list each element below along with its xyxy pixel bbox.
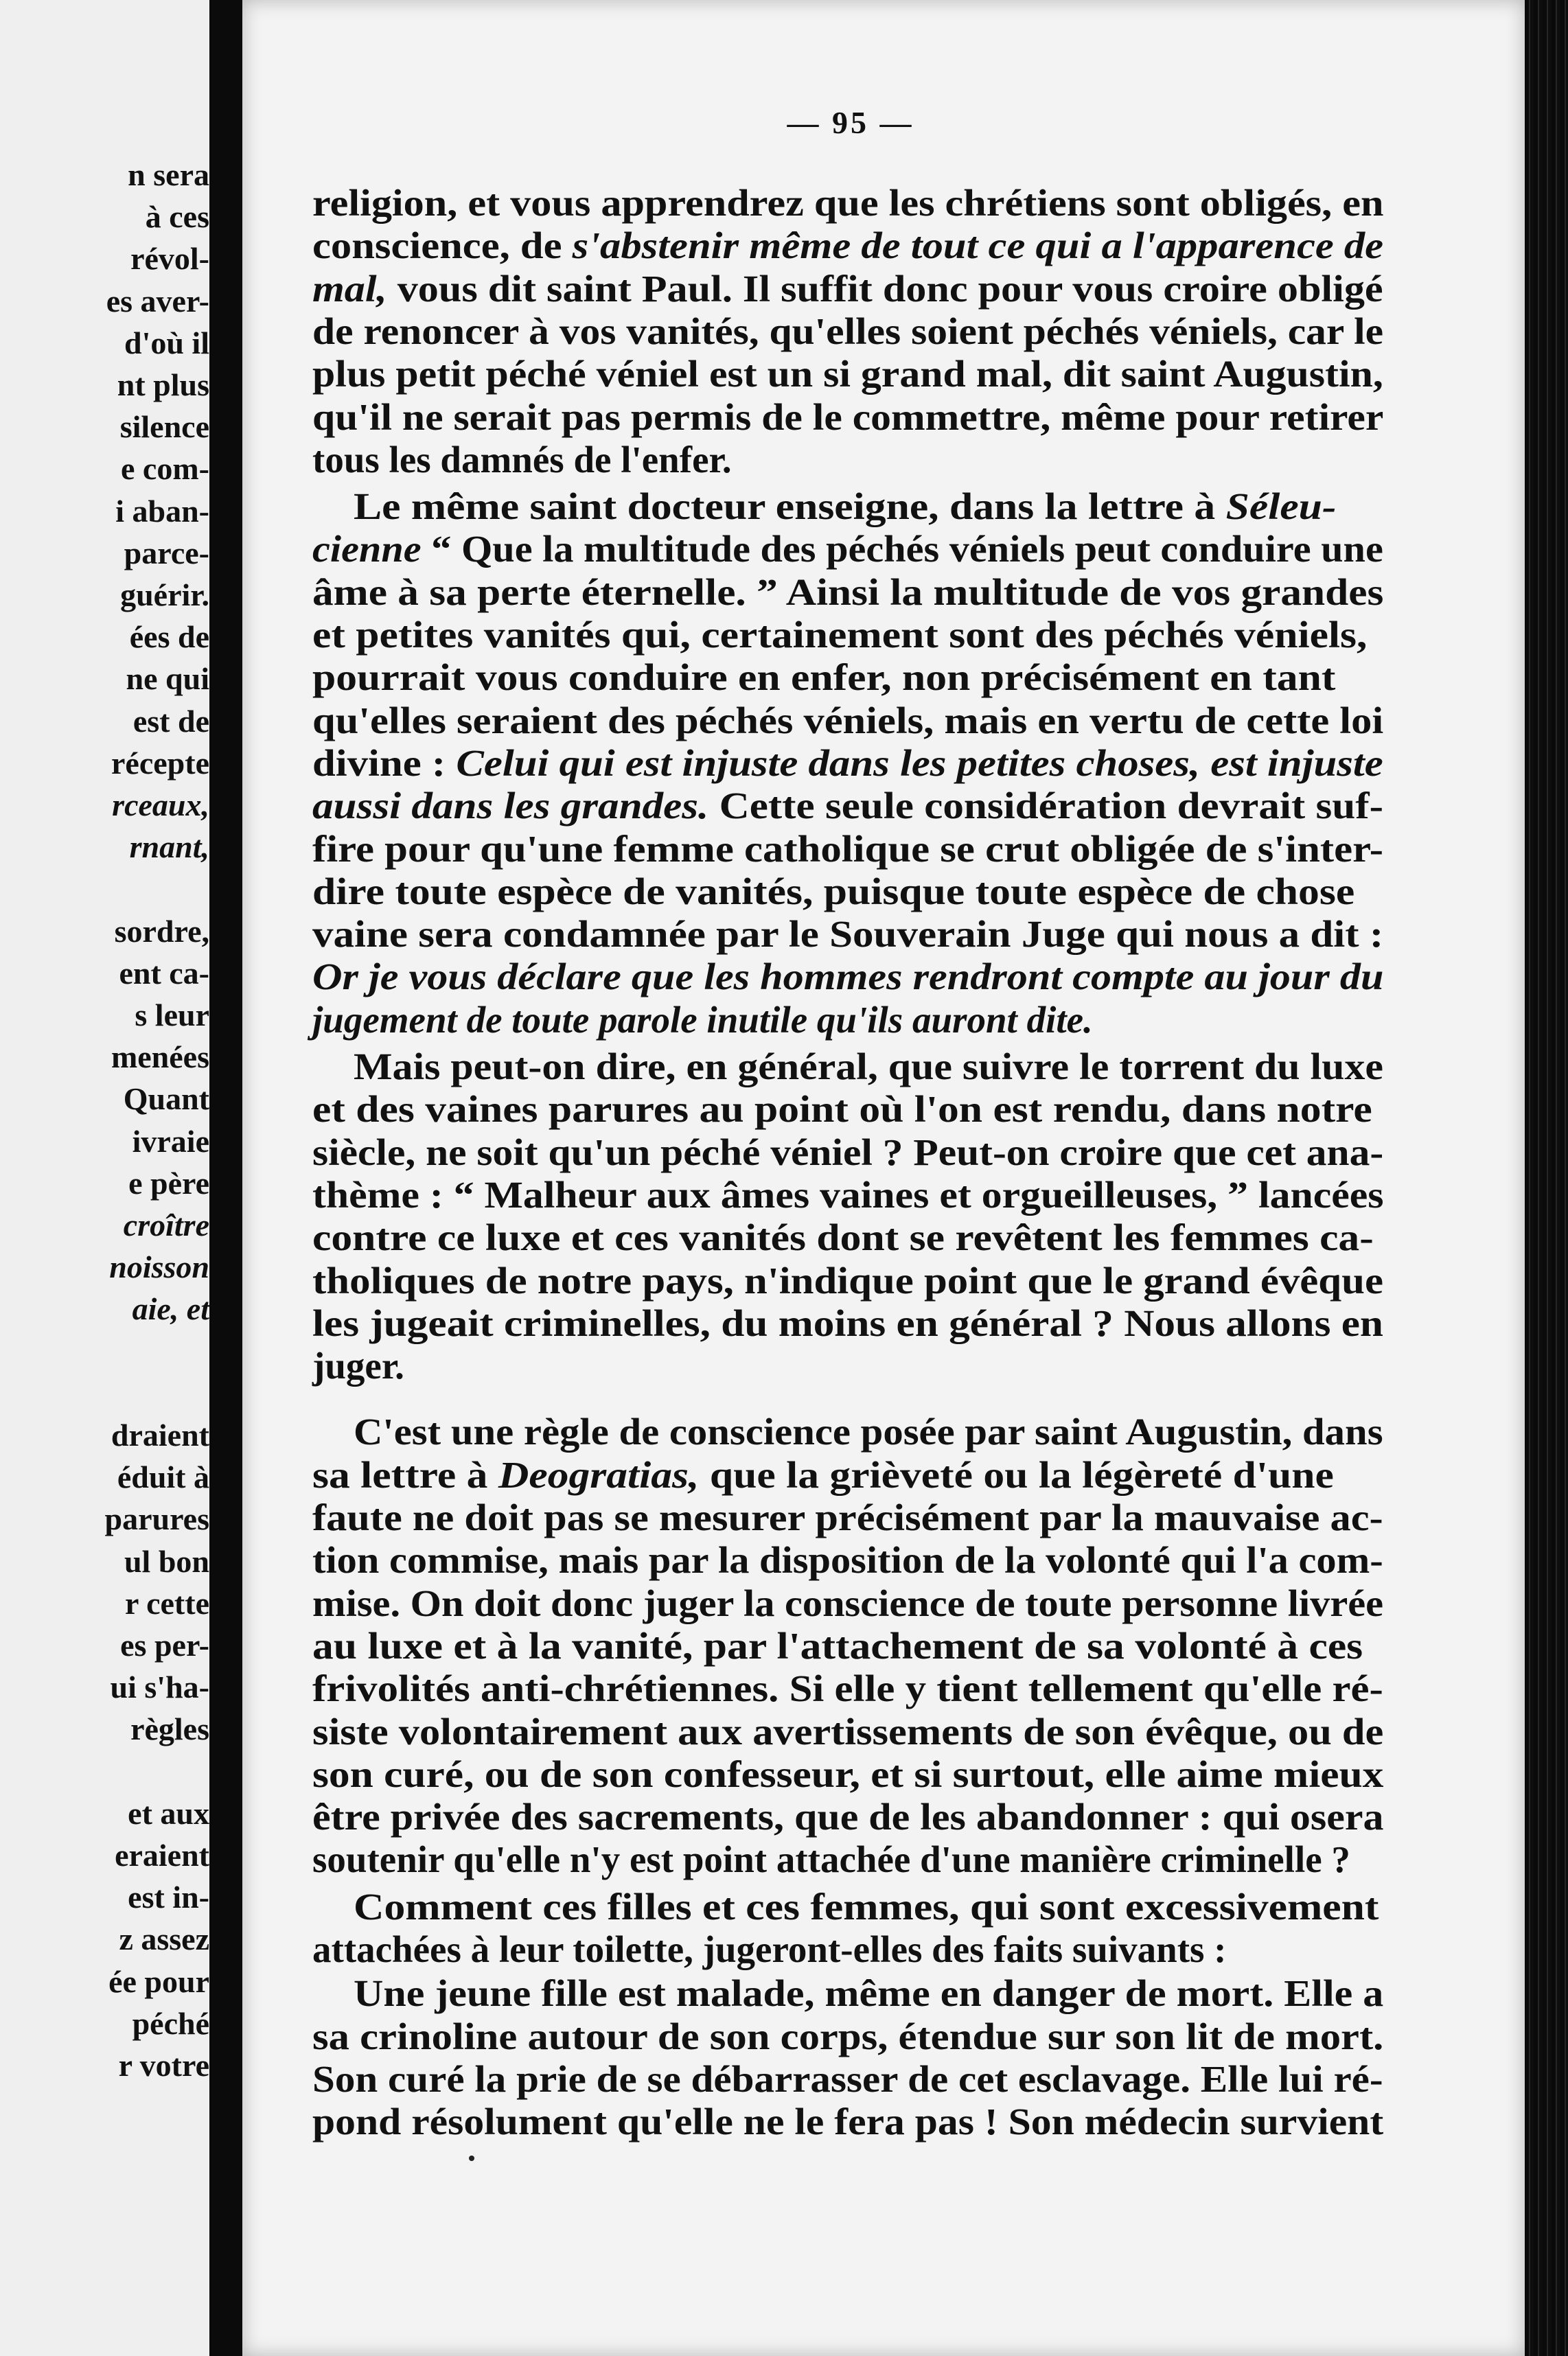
text-run: sa crinoline autour de son corps, étendue sur son lit de mort. bbox=[312, 2015, 1384, 2057]
text-run: conscience, de bbox=[312, 224, 573, 267]
text-line bbox=[354, 485, 1336, 528]
italic-text: jugement de toute parole inutile qu'ils auront dite. bbox=[312, 998, 1093, 1041]
left-page-line: ul bon bbox=[124, 1543, 209, 1579]
text-line bbox=[354, 1046, 1383, 1088]
left-page-line: s leur bbox=[135, 997, 209, 1032]
text-line bbox=[312, 1454, 1334, 1497]
text-line bbox=[354, 1972, 1383, 2015]
text-run: Le même saint docteur enseigne, dans la lettre à bbox=[354, 485, 1226, 528]
text-line bbox=[312, 1582, 1383, 1625]
ink-speck bbox=[469, 2156, 474, 2161]
text-line bbox=[312, 1088, 1372, 1131]
left-page-line: eraient bbox=[115, 1838, 209, 1873]
italic-text: Celui qui est injuste dans les petites choses, est injuste bbox=[456, 741, 1383, 784]
left-page-line: es aver- bbox=[106, 283, 209, 319]
text-run: soutenir qu'elle n'y est point attachée d'une manière criminelle ? bbox=[312, 1838, 1350, 1881]
text-run: vaine sera condamnée par le Souverain Juge qui nous a dit : bbox=[312, 913, 1384, 956]
text-line bbox=[312, 656, 1335, 699]
text-run: les jugeait criminelles, du moins en général ? Nous allons en bbox=[312, 1302, 1383, 1344]
text-line bbox=[312, 1838, 1350, 1881]
text-run: plus petit péché véniel est un si grand mal, dit saint Augustin, bbox=[312, 353, 1383, 395]
text-line bbox=[312, 870, 1354, 913]
text-run: être privée des sacrements, que de les abandonner : qui osera bbox=[312, 1796, 1384, 1838]
text-line bbox=[312, 742, 1383, 785]
text-line bbox=[312, 353, 1383, 395]
italic-text: s'abstenir même de tout ce qui a l'apparence de bbox=[572, 224, 1384, 267]
left-page-line: z assez bbox=[119, 1921, 209, 1957]
left-page-line: es per- bbox=[120, 1628, 209, 1663]
text-run: qu'il ne serait pas permis de le commettre, même pour retirer bbox=[312, 395, 1384, 438]
text-line bbox=[312, 614, 1367, 656]
left-page-line: rceaux, bbox=[112, 787, 209, 822]
text-line bbox=[312, 2058, 1383, 2101]
left-page-line: ivraie bbox=[132, 1123, 209, 1159]
text-line bbox=[312, 528, 1383, 570]
text-run: C'est une règle de conscience posée par saint Augustin, dans bbox=[354, 1411, 1383, 1453]
left-page-line: r votre bbox=[118, 2048, 209, 2083]
text-line bbox=[312, 1667, 1383, 1710]
text-run: Cette seule considération devrait suf- bbox=[708, 785, 1384, 827]
text-run: fire pour qu'une femme catholique se crut obligée de s'inter- bbox=[312, 827, 1384, 870]
left-page-line: nt plus bbox=[117, 367, 209, 402]
text-line bbox=[354, 1886, 1379, 1928]
text-line bbox=[312, 268, 1383, 310]
left-page-line: ui s'ha- bbox=[110, 1670, 209, 1705]
left-page-line: ées de bbox=[129, 619, 209, 655]
text-run: juger. bbox=[312, 1345, 404, 1387]
left-page-line: ent ca- bbox=[119, 955, 209, 991]
text-line bbox=[312, 571, 1383, 614]
text-run: tous les damnés de l'enfer. bbox=[312, 438, 732, 481]
left-page-line: guérir. bbox=[120, 577, 209, 612]
text-run: de renoncer à vos vanités, qu'elles soient péchés véniels, car le bbox=[312, 310, 1384, 352]
page-number: — 95 — bbox=[787, 105, 914, 140]
left-page-line: menées bbox=[111, 1039, 209, 1075]
italic-text: Or je vous déclare que les hommes rendront compte au jour du bbox=[312, 956, 1384, 998]
text-run: que la grièveté ou la légèreté d'une bbox=[699, 1453, 1334, 1496]
text-line bbox=[312, 828, 1383, 870]
left-page-line: r cette bbox=[125, 1585, 209, 1621]
left-page-line: à ces bbox=[145, 199, 209, 235]
left-page-line: éduit à bbox=[117, 1459, 209, 1495]
text-run: Comment ces filles et ces femmes, qui sont excessivement bbox=[354, 1885, 1379, 1928]
text-run: divine : bbox=[312, 741, 457, 784]
text-run: siste volontairement aux avertissements de son évêque, ou de bbox=[312, 1710, 1384, 1753]
text-line bbox=[312, 700, 1383, 742]
italic-text: cienne bbox=[312, 528, 422, 570]
text-line bbox=[312, 396, 1383, 439]
text-run: frivolités anti-chrétiennes. Si elle y tient tellement qu'elle ré- bbox=[312, 1667, 1383, 1710]
italic-text: Séleu- bbox=[1225, 485, 1337, 528]
text-run: Une jeune fille est malade, même en danger de mort. Elle a bbox=[354, 1972, 1384, 2015]
left-page-line: sordre, bbox=[114, 913, 209, 949]
left-page-line: n sera bbox=[128, 157, 209, 192]
text-run: religion, et vous apprendrez que les chrétiens sont obligés, en bbox=[312, 182, 1384, 224]
text-line bbox=[312, 1625, 1363, 1667]
left-page-line: est de bbox=[132, 703, 209, 739]
left-page-line: récepte bbox=[111, 745, 209, 781]
text-run: et des vaines parures au point où l'on est rendu, dans notre bbox=[312, 1088, 1372, 1131]
text-run: dire toute espèce de vanités, puisque toute espèce de chose bbox=[312, 870, 1355, 912]
left-page-line: rnant, bbox=[129, 829, 209, 865]
text-line bbox=[312, 1345, 404, 1387]
text-line bbox=[312, 913, 1383, 956]
text-run: vous dit saint Paul. Il suffit donc pour vous croire obligé bbox=[387, 267, 1383, 310]
italic-text: mal, bbox=[312, 267, 387, 310]
text-line bbox=[312, 1260, 1383, 1302]
text-line bbox=[354, 1411, 1383, 1453]
text-run: thème : “ Malheur aux âmes vaines et orgueilleuses, ” lancées bbox=[312, 1173, 1384, 1216]
text-run: tholiques de notre pays, n'indique point que le grand évêque bbox=[312, 1259, 1383, 1302]
left-page-line: règles bbox=[130, 1711, 209, 1747]
text-run: pourrait vous conduire en enfer, non précisément en tant bbox=[312, 656, 1336, 699]
left-page-line: et aux bbox=[128, 1795, 209, 1831]
text-line bbox=[312, 1174, 1384, 1216]
text-line bbox=[312, 1302, 1383, 1345]
left-page-line: croître bbox=[123, 1208, 209, 1243]
text-run: “ Que la multitude des péchés véniels peut conduire une bbox=[421, 528, 1383, 570]
left-page-line: e père bbox=[128, 1165, 209, 1201]
text-line bbox=[312, 1753, 1383, 1796]
text-line bbox=[312, 1216, 1374, 1259]
page-stack-edge bbox=[1525, 0, 1568, 2356]
text-line bbox=[312, 2101, 1383, 2143]
left-page-line: ée pour bbox=[108, 1963, 209, 1999]
left-page-line: silence bbox=[119, 409, 209, 445]
text-run: son curé, ou de son confesseur, et si surtout, elle aime mieux bbox=[312, 1753, 1384, 1795]
left-page-line: Quant bbox=[123, 1081, 209, 1117]
left-page-line: draient bbox=[111, 1418, 209, 1453]
left-page-fragment bbox=[0, 0, 209, 2356]
left-page-line: d'où il bbox=[124, 325, 209, 360]
text-line bbox=[312, 439, 732, 481]
text-run: attachées à leur toilette, jugeront-elles des faits suivants : bbox=[312, 1928, 1227, 1970]
text-line bbox=[312, 1928, 1227, 1971]
text-run: Mais peut-on dire, en général, que suivre le torrent du luxe bbox=[354, 1046, 1383, 1087]
text-line bbox=[312, 956, 1383, 998]
left-page-line: parce- bbox=[124, 535, 209, 570]
left-page-line: révol- bbox=[130, 241, 209, 277]
text-run: au luxe et à la vanité, par l'attachement de sa volonté à ces bbox=[312, 1624, 1363, 1667]
text-run: tion commise, mais par la disposition de la volonté qui l'a com- bbox=[312, 1539, 1383, 1582]
text-run: siècle, ne soit qu'un péché véniel ? Peut-on croire que cet ana- bbox=[312, 1131, 1384, 1173]
left-page-line: e com- bbox=[121, 451, 209, 487]
text-line bbox=[312, 1497, 1383, 1539]
text-run: qu'elles seraient des péchés véniels, mais en vertu de cette loi bbox=[312, 699, 1384, 741]
text-run: mise. On doit donc juger la conscience de toute personne livrée bbox=[312, 1582, 1384, 1624]
text-run: Son curé la prie de se débarrasser de cet esclavage. Elle lui ré- bbox=[312, 2057, 1383, 2100]
left-page-line: ne qui bbox=[126, 661, 209, 697]
text-line bbox=[312, 182, 1383, 224]
text-run: sa lettre à bbox=[312, 1453, 498, 1496]
text-line bbox=[312, 1711, 1383, 1753]
text-run: contre ce luxe et ces vanités dont se revêtent les femmes ca- bbox=[312, 1216, 1374, 1259]
text-run: âme à sa perte éternelle. ” Ainsi la multitude de vos grandes bbox=[312, 570, 1384, 613]
left-page-line: noisson bbox=[109, 1249, 209, 1285]
italic-text: aussi dans les grandes. bbox=[312, 785, 709, 827]
text-run: pond résolument qu'elle ne le fera pas ! Son médecin survient bbox=[312, 2101, 1384, 2143]
text-line bbox=[312, 1539, 1383, 1582]
italic-text: Deogratias, bbox=[498, 1453, 700, 1496]
left-page-line: i aban- bbox=[115, 493, 209, 529]
text-line bbox=[312, 999, 1093, 1041]
left-page-line: parures bbox=[104, 1501, 209, 1537]
text-line bbox=[312, 1796, 1383, 1838]
left-page-line: est in- bbox=[128, 1880, 209, 1915]
text-line bbox=[312, 1131, 1383, 1174]
text-line bbox=[312, 224, 1383, 267]
left-page-line: aie, et bbox=[132, 1291, 209, 1327]
book-gutter bbox=[209, 0, 242, 2356]
text-run: et petites vanités qui, certainement sont des péchés véniels, bbox=[312, 614, 1368, 656]
text-line bbox=[312, 785, 1383, 827]
text-line bbox=[312, 2016, 1383, 2058]
left-page-line: péché bbox=[132, 2005, 209, 2041]
text-line bbox=[312, 310, 1383, 353]
text-run: faute ne doit pas se mesurer précisément par la mauvaise ac- bbox=[312, 1497, 1383, 1538]
